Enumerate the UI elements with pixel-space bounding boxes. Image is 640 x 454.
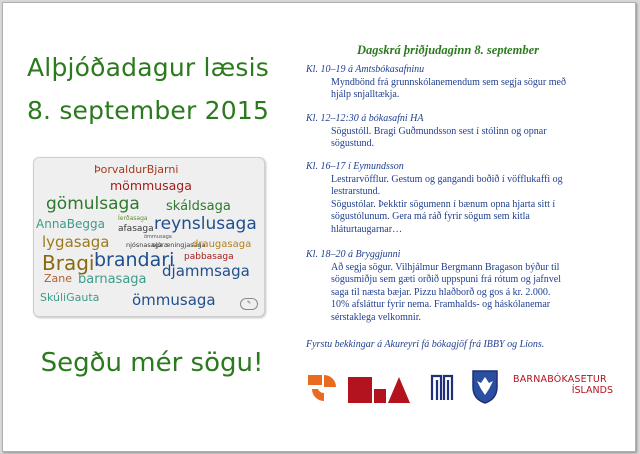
event-body [331, 77, 596, 102]
barnabokasetur-logo [513, 374, 617, 396]
schedule-event [306, 161, 596, 236]
cloud-word: SkúliGauta [40, 291, 100, 304]
cloud-word: reynslusaga [154, 214, 257, 234]
event-heading: Kl. 10–19 á Amtsbókasafninu [306, 64, 425, 75]
red-shapes-logo-icon [348, 375, 410, 405]
schedule-event [306, 113, 596, 151]
cloud-word: barnasaga [78, 272, 147, 287]
event-line: hláturtaugarnar… [331, 223, 403, 235]
cloud-word: ömmusaga [144, 234, 172, 240]
orange-logo-icon [306, 371, 340, 405]
event-line: sérstaklega velkomnir. [331, 311, 421, 323]
schedule-title: Dagskrá þriðjudaginn 8. september [357, 43, 539, 57]
cloud-word: djammsaga [162, 262, 250, 280]
event-body [331, 174, 596, 236]
wordle-logo-icon: ✎ [240, 298, 258, 310]
event-line: hjálp snjalltækja. [331, 89, 400, 101]
cloud-word: Zane [44, 272, 73, 285]
cloud-word: Bragi [42, 251, 95, 275]
cloud-word: ÞorvaldurBjarni [94, 163, 179, 176]
cloud-word: afasaga [118, 224, 154, 234]
schedule-event [306, 249, 596, 324]
barnabokasetur-name: BARNABÓKASETUR [513, 374, 607, 385]
page-date: 8. september 2015 [26, 96, 270, 125]
cloud-word: AnnaBegga [36, 217, 105, 231]
cloud-word: mömmusaga [110, 178, 192, 193]
cloud-word: brandari [94, 249, 175, 271]
cloud-word: pabbasaga [184, 252, 234, 262]
event-line: 10% afsláttur fyrir nema. Framhalds- og háskólanemar [331, 299, 551, 311]
event-line: Lestrarvöfflur. Gestum og gangandi boðið í vöfflukaffi og [331, 174, 563, 185]
cloud-word: ömmusaga [132, 291, 216, 309]
cloud-word: gömulsaga [46, 194, 140, 214]
event-body [331, 126, 596, 151]
page-title: Alþjóðadagur læsis [27, 53, 269, 82]
event-line: Myndbönd frá grunnskólanemendum sem segja sögur með [331, 77, 566, 88]
event-heading: Kl. 18–20 á Bryggjunni [306, 249, 401, 260]
cloud-word: lygasaga [42, 233, 110, 251]
n-logo-icon [429, 372, 455, 402]
akureyri-crest-icon [471, 369, 499, 405]
event-line: Sögustólar. Þekktir sögumenn í bænum opna hjarta sitt í [331, 198, 556, 210]
cloud-word: njósnasaga [126, 241, 163, 249]
barnabokasetur-country: ÍSLANDS [571, 385, 613, 396]
event-heading: Kl. 16–17 í Eymundsson [306, 161, 404, 172]
slogan: Segðu mér sögu! [40, 348, 264, 378]
event-line: sögusmiðju sem gæti orðið uppspuni frá rótum og jafnvel [331, 274, 561, 286]
cloud-word: draugasaga [192, 239, 252, 250]
schedule-event [306, 64, 596, 102]
event-line: saga til næsta bæjar. Pizzu hlaðborð og gos á kr. 2.000. [331, 286, 551, 298]
event-body [331, 262, 596, 324]
word-cloud [33, 157, 265, 317]
document-page [2, 2, 636, 452]
schedule-footer: Fyrstu bekkingar á Akureyri fá bókagjöf frá IBBY og Lions. [306, 339, 545, 350]
event-line: Að segja sögur. Vilhjálmur Bergmann Bragason býður til [331, 262, 560, 273]
cloud-word: skáldsaga [166, 199, 231, 214]
event-line: sögustund. [331, 138, 375, 150]
event-heading: Kl. 12–12:30 á bókasafni HA [306, 113, 424, 124]
event-line: Sögustóll. Bragi Guðmundsson sest í stólinn og opnar [331, 126, 547, 137]
cloud-word: Íerðasaga [118, 215, 148, 222]
event-line: lestrarstund. [331, 186, 381, 198]
event-line: sögustólunum. Gera má ráð fyrir sögum sem kitla [331, 211, 530, 223]
cloud-word: sjóræningjasaga [152, 241, 206, 249]
